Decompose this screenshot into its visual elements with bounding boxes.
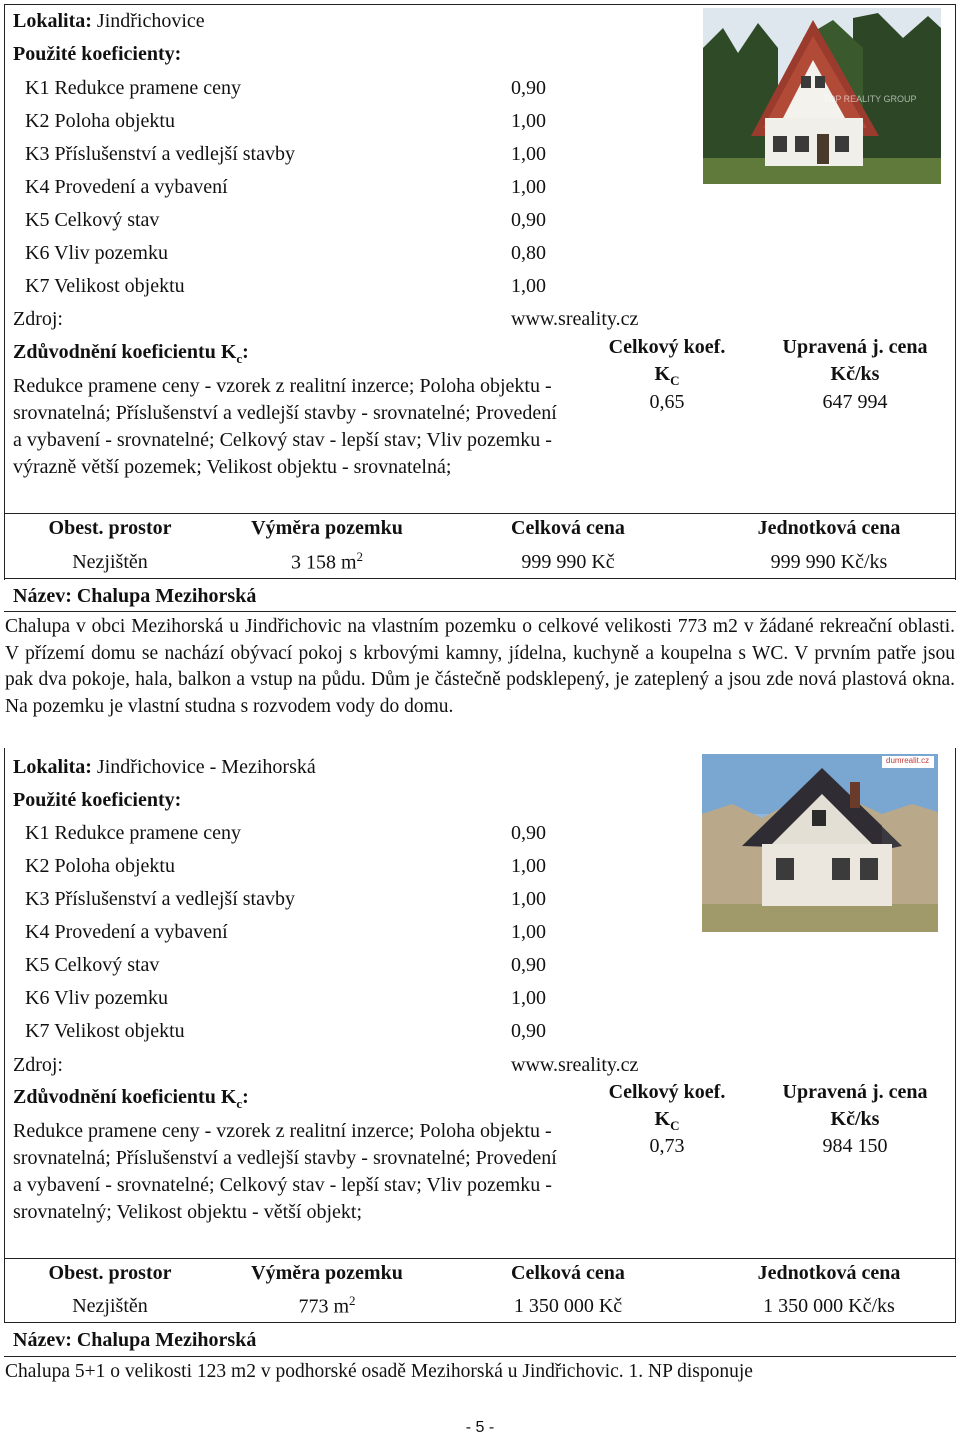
justification-heading: Zdůvodnění koeficientu $K_c$: (13, 1086, 249, 1111)
table-cell-land: 3 158 $m^2$ (290, 549, 364, 574)
photo-watermark: TOP REALITY GROUP (823, 94, 917, 104)
coef-name: K5 Celkový stav (25, 954, 160, 976)
coef-name: K4 Provedení a vybavení (25, 921, 228, 943)
listing-1-location (13, 10, 205, 33)
coef-name: K3 Příslušenství a vedlejší stavby (25, 888, 295, 910)
coef-name: K3 Příslušenství a vedlejší stavby (25, 143, 295, 165)
coef-value: 1,00 (511, 143, 546, 165)
listing-1-coef-heading: Použité koeficienty: (13, 43, 182, 65)
coef-name: K1 Redukce pramene ceny (25, 77, 242, 99)
coef-value: 1,00 (511, 275, 546, 297)
total-coef-symbol: $K_C$ (654, 363, 680, 388)
justification-text: Redukce pramene ceny - vzorek z realitní inzerce; Poloha objektu - srovnatelná; Příslušenství a vedlejší stavby - srovnatelné; Provedení a vybavení - srovnatelné; Celkový stav - lepší stav; Vliv pozemku - výrazně větší pozemek; Velikost objektu - srovnatelná; (13, 375, 557, 478)
coef-value: 1,00 (511, 987, 546, 1009)
coef-value: 0,90 (511, 1020, 546, 1042)
coef-name: K2 Poloha objektu (25, 110, 175, 132)
listing-1-name: Název: Chalupa Mezihorská (13, 585, 257, 607)
location-label: Lokalita: (13, 756, 92, 778)
coef-name: K7 Velikost objektu (25, 275, 185, 297)
location-value: Jindřichovice - Mezihorská (96, 756, 316, 778)
table-cell-total: 999 990 Kč (521, 551, 615, 573)
table-cell-unit: 999 990 Kč/ks (770, 551, 888, 573)
source-value: www.sreality.cz (511, 1054, 639, 1076)
source-label: Zdroj: (13, 1054, 63, 1076)
table-rule (4, 513, 956, 514)
coef-value: 0,90 (511, 77, 546, 99)
listing-2-location (13, 756, 316, 779)
table-header-unit: Jednotková cena (757, 1262, 901, 1284)
total-coef-label: Celkový koef. (608, 336, 726, 358)
house-photo-graphic (702, 754, 938, 932)
adjusted-price-value: 647 994 (822, 391, 888, 413)
table-cell-land: 773 $m^2$ (298, 1293, 356, 1318)
justification-text: Redukce pramene ceny - vzorek z realitní inzerce; Poloha objektu - srovnatelná; Příslušenství a vedlejší stavby - srovnatelné; Provedení a vybavení - srovnatelné; Celkový stav - lepší stav; Vliv pozemku - srovnatelný; Velikost objektu - větší objekt; (13, 1120, 557, 1223)
coef-value: 0,90 (511, 822, 546, 844)
coef-name: K5 Celkový stav (25, 209, 160, 231)
adjusted-price-label: Upravená j. cena (782, 336, 928, 358)
coef-name: K2 Poloha objektu (25, 855, 175, 877)
table-header-unit: Jednotková cena (757, 517, 901, 539)
source-label: Zdroj: (13, 308, 63, 330)
coef-value: 1,00 (511, 176, 546, 198)
listing-1-top-rule (4, 4, 956, 5)
listing-1-house-photo (703, 8, 941, 184)
coef-name: K6 Vliv pozemku (25, 987, 168, 1009)
coef-value: 0,90 (511, 954, 546, 976)
coef-value: 0,90 (511, 209, 546, 231)
name-rule (4, 1356, 956, 1357)
table-cell-space: Nezjištěn (72, 1295, 148, 1317)
total-coef-value: 0,73 (649, 1135, 685, 1157)
location-value: Jindřichovice (96, 10, 205, 32)
adjusted-price-value: 984 150 (822, 1135, 888, 1157)
listing-2-name: Název: Chalupa Mezihorská (13, 1329, 257, 1351)
total-coef-symbol: $K_C$ (654, 1108, 680, 1133)
table-cell-space: Nezjištěn (72, 551, 148, 573)
page-number: - 5 - (465, 1419, 495, 1436)
coef-value: 0,80 (511, 242, 546, 264)
coef-name: K6 Vliv pozemku (25, 242, 168, 264)
table-header-land: Výměra pozemku (251, 517, 403, 539)
adjusted-price-unit: Kč/ks (830, 1108, 880, 1130)
location-label: Lokalita: (13, 10, 92, 32)
source-value: www.sreality.cz (511, 308, 639, 330)
table-header-space: Obest. prostor (48, 1262, 172, 1284)
table-header-total: Celková cena (511, 1262, 625, 1284)
coef-name: K7 Velikost objektu (25, 1020, 185, 1042)
table-header-space: Obest. prostor (48, 517, 172, 539)
table-cell-total: 1 350 000 Kč (513, 1295, 623, 1317)
coef-value: 1,00 (511, 855, 546, 877)
listing-2-house-photo (702, 754, 938, 932)
coef-name: K1 Redukce pramene ceny (25, 822, 242, 844)
table-header-land: Výměra pozemku (251, 1262, 403, 1284)
total-coef-label: Celkový koef. (608, 1081, 726, 1103)
table-bottom-rule (4, 1322, 956, 1323)
listing-1-description: Chalupa v obci Mezihorská u Jindřichovic na vlastním pozemku o celkové velikosti 773 m2 v žádané rekreační oblasti. V přízemí domu se nachází obývací pokoj s krbovými kamny, jídelna, kuchyně a koupelna s WC. V prvním patře jsou pak dva pokoje, hala, balkon a vstup na půdu. Dům je částečně podsklepený, je zateplený a jsou zde nová plastová okna. Na pozemku je vlastní studna s rozvodem vody do domu. (5, 616, 955, 717)
adjusted-price-unit: Kč/ks (830, 363, 880, 385)
table-bottom-rule (4, 578, 956, 579)
justification-heading: Zdůvodnění koeficientu $K_c$: (13, 341, 249, 366)
total-coef-value: 0,65 (649, 391, 685, 413)
coef-value: 1,00 (511, 921, 546, 943)
table-header-total: Celková cena (511, 517, 625, 539)
table-rule (4, 1258, 956, 1259)
listing-2-description: Chalupa 5+1 o velikosti 123 m2 v podhorské osadě Mezihorská u Jindřichovic. 1. NP disponuje (5, 1361, 753, 1382)
adjusted-price-label: Upravená j. cena (782, 1081, 928, 1103)
coef-value: 1,00 (511, 888, 546, 910)
coef-name: K4 Provedení a vybavení (25, 176, 228, 198)
table-cell-unit: 1 350 000 Kč/ks (763, 1295, 895, 1317)
name-rule (4, 611, 956, 612)
photo-watermark: dumrealit.cz (886, 756, 930, 765)
coef-value: 1,00 (511, 110, 546, 132)
listing-2-coef-heading: Použité koeficienty: (13, 789, 182, 811)
